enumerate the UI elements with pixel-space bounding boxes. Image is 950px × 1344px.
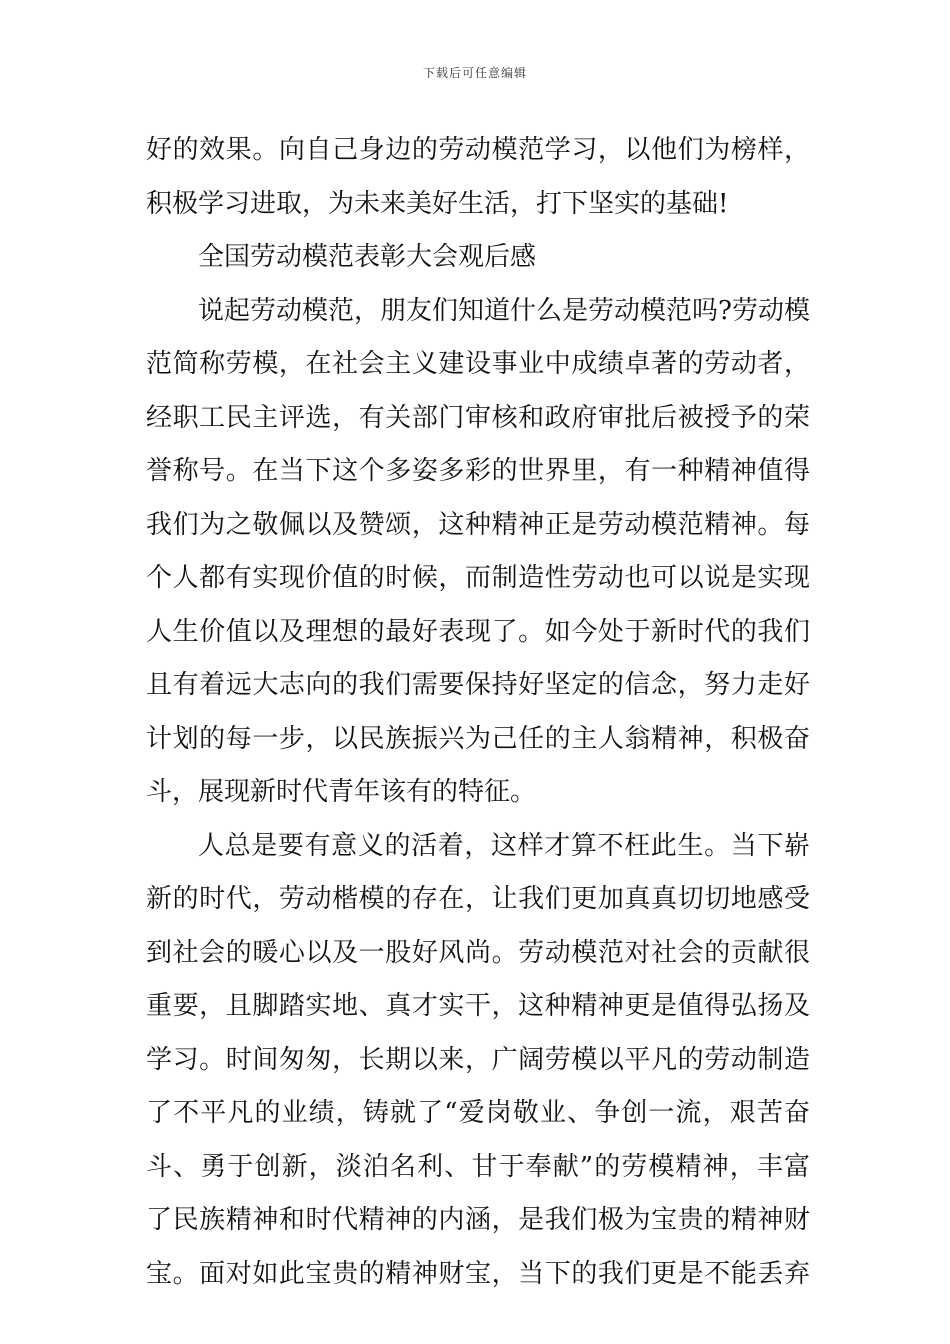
text-line: 新的时代，劳动楷模的存在，让我们更加真真切切地感受 [146,884,810,914]
text-line: 计划的每一步，以民族振兴为己任的主人翁精神，积极奋 [146,723,810,754]
document-body [146,124,810,1301]
text-line: 了民族精神和时代精神的内涵，是我们极为宝贵的精神财 [146,1205,810,1235]
text-line: 个人都有实现价值的时候，而制造性劳动也可以说是实现 [146,563,810,593]
text-line: 好的效果。向自己身边的劳动模范学习，以他们为榜样， [146,135,810,165]
text-line: 了不平凡的业绩，铸就了“爱岗敬业、争创一流，艰苦奋 [146,1098,810,1128]
text-line: 我们为之敬佩以及赞颂，这种精神正是劳动模范精神。每 [146,509,810,540]
text-line: 誉称号。在当下这个多姿多彩的世界里，有一种精神值得 [146,456,810,486]
text-line: 且有着远大志向的我们需要保持好坚定的信念，努力走好 [146,670,810,700]
text-line: 积极学习进取，为未来美好生活，打下坚实的基础! [146,188,729,219]
text-line: 重要，且脚踏实地、真才实干，这种精神更是值得弘扬及 [146,991,810,1021]
text-line: 斗、勇于创新，淡泊名利、甘于奉献”的劳模精神，丰富 [146,1151,810,1182]
text-line: 范简称劳模，在社会主义建设事业中成绩卓著的劳动者， [146,349,810,379]
text-line: 到社会的暖心以及一股好风尚。劳动模范对社会的贡献很 [146,937,810,968]
text-line: 斗，展现新时代青年该有的特征。 [146,777,537,807]
text-line: 说起劳动模范，朋友们知道什么是劳动模范吗?劳动模 [198,295,810,326]
text-line: 人生价值以及理想的最好表现了。如今处于新时代的我们 [146,616,810,647]
text-line: 学习。时间匆匆，长期以来，广阔劳模以平凡的劳动制造 [146,1044,810,1075]
text-line: 人总是要有意义的活着，这样才算不枉此生。当下崭 [198,830,810,861]
section-title: 全国劳动模范表彰大会观后感 [198,242,537,272]
text-line: 宝。面对如此宝贵的精神财宝，当下的我们更是不能丢弃 [146,1258,810,1289]
text-line: 经职工民主评选，有关部门审核和政府审批后被授予的荣 [146,402,810,433]
page-header: 下载后可任意编辑 [422,66,527,80]
